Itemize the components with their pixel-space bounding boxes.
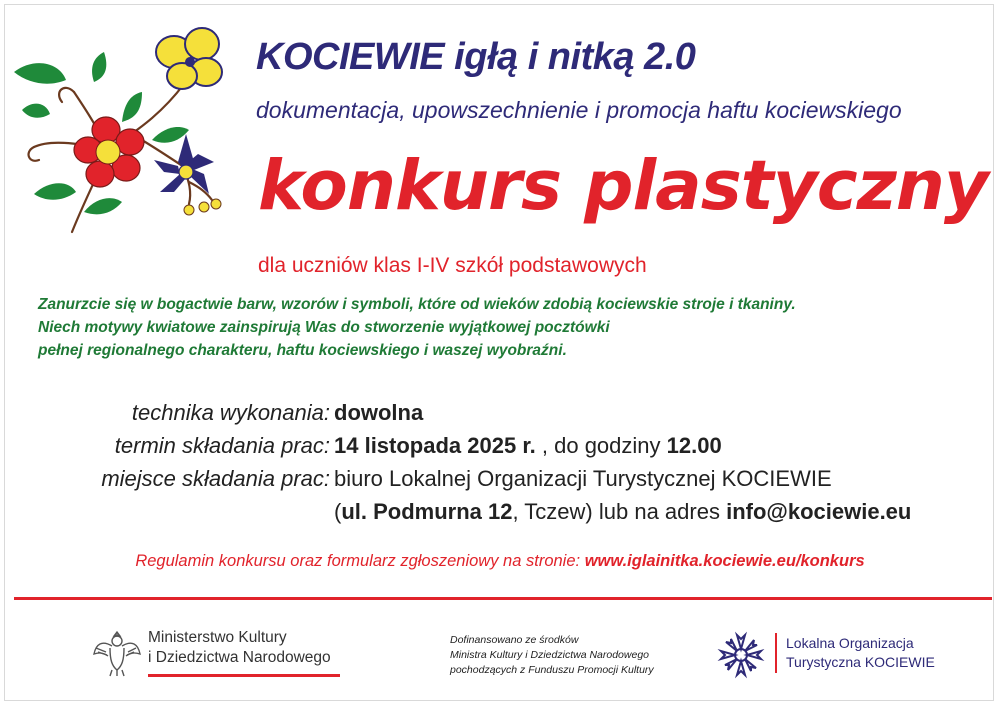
place-line-2-mid: , Tczew) lub na adres xyxy=(512,499,727,524)
ministry-name-line: Ministerstwo Kultury xyxy=(148,629,287,646)
contest-headline: konkurs plastyczny xyxy=(258,146,988,226)
polish-eagle-emblem-icon xyxy=(92,626,142,678)
intro-line: Niech motywy kwiatowe zainspirują Was do stworzenie wyjątkowej pocztówki xyxy=(38,319,610,336)
contact-email-link[interactable]: info@kociewie.eu xyxy=(726,499,912,524)
lot-organization-name xyxy=(786,634,935,672)
funding-line: Dofinansowano ze środków xyxy=(450,634,579,646)
funding-line: Ministra Kultury i Dziedzictwa Narodowego xyxy=(450,649,649,661)
place-street: ul. Podmurna 12 xyxy=(341,499,513,524)
intro-paragraph xyxy=(38,293,796,362)
technique-row xyxy=(0,396,1000,429)
place-row-2 xyxy=(0,495,1000,528)
technique-value: dowolna xyxy=(334,400,424,425)
lot-name-line: Lokalna Organizacja xyxy=(786,635,914,651)
ministry-name xyxy=(148,628,331,668)
deadline-label: termin składania prac: xyxy=(114,433,330,458)
place-open-paren: ( xyxy=(334,499,342,524)
deadline-mid-text: , do godziny xyxy=(535,433,667,458)
poster-subtitle: dokumentacja, upowszechnienie i promocja haftu kociewskiego xyxy=(256,97,902,123)
contest-details xyxy=(0,396,1000,528)
cornflower-logo-icon xyxy=(716,630,766,680)
place-line-1: biuro Lokalnej Organizacji Turystycznej KOCIEWIE xyxy=(334,466,832,491)
rules-text: Regulamin konkursu oraz formularz zgłoszeniowy na stronie: xyxy=(135,552,585,570)
place-line-2 xyxy=(334,495,911,528)
ministry-name-line: i Dziedzictwa Narodowego xyxy=(148,649,331,666)
contest-url-link[interactable]: www.iglainitka.kociewie.eu/konkurs xyxy=(584,552,865,570)
deadline-value xyxy=(334,429,722,462)
ministry-underline xyxy=(148,674,340,677)
poster-title: KOCIEWIE igłą i nitką 2.0 xyxy=(256,36,696,78)
lot-logo-divider xyxy=(775,633,777,673)
funding-line: pochodzących z Funduszu Promocji Kultury xyxy=(450,664,654,676)
deadline-date: 14 listopada 2025 r. xyxy=(334,433,536,458)
intro-line: Zanurzcie się w bogactwie barw, wzorów i symboli, które od wieków zdobią kociewskie stroje i tkaniny. xyxy=(38,296,796,313)
deadline-time: 12.00 xyxy=(666,433,722,458)
footer-divider xyxy=(14,597,992,600)
place-row xyxy=(0,462,1000,495)
rules-note xyxy=(0,552,1000,571)
target-audience: dla uczniów klas I-IV szkół podstawowych xyxy=(258,254,647,277)
intro-line: pełnej regionalnego charakteru, haftu kociewskiego i waszej wyobraźni. xyxy=(38,342,567,359)
lot-name-line: Turystyczna KOCIEWIE xyxy=(786,654,935,670)
deadline-row xyxy=(0,429,1000,462)
technique-label: technika wykonania: xyxy=(131,400,330,425)
place-label: miejsce składania prac: xyxy=(101,466,330,491)
funding-note xyxy=(450,633,654,678)
kociewie-embroidery-flower-icon xyxy=(14,22,244,242)
